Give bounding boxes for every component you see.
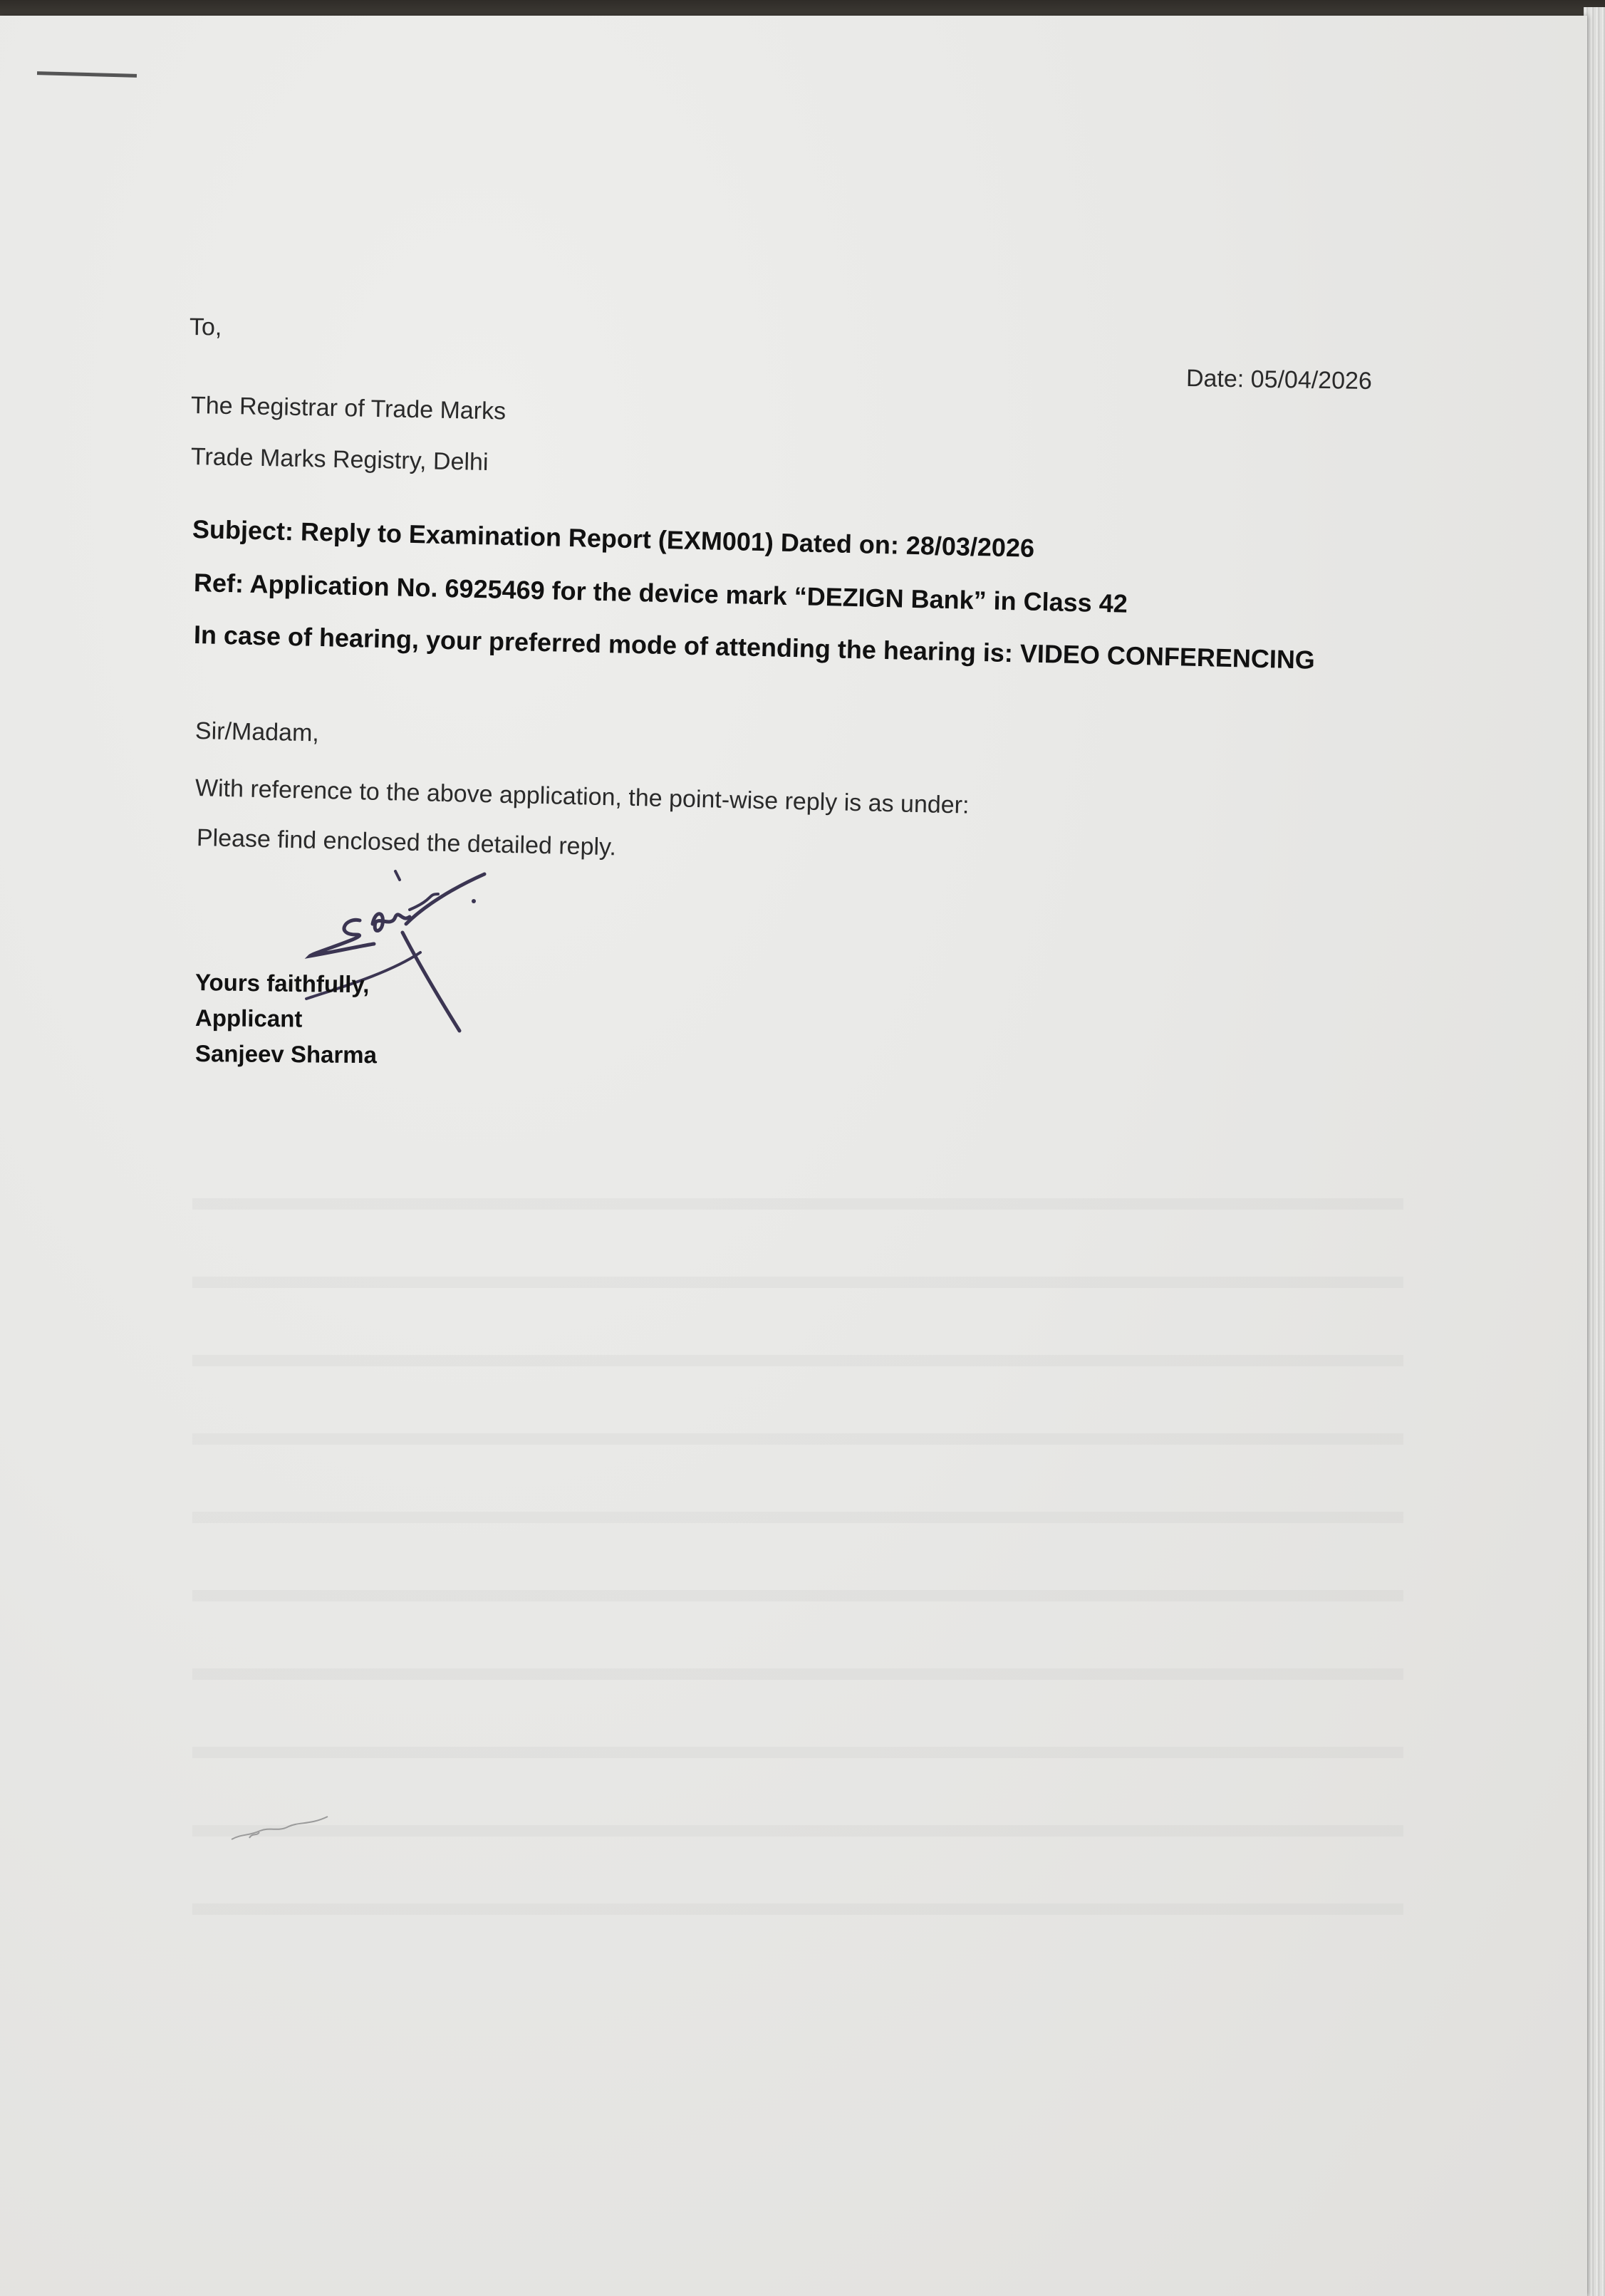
document-page [0, 16, 1587, 2296]
salutation-to: To, [189, 313, 222, 341]
pencil-scribble [228, 1797, 342, 1846]
signatory-role: Applicant [194, 1004, 303, 1032]
letter-date: Date: 05/04/2026 [1185, 365, 1373, 395]
body-line-1: With reference to the above application, the point-wise reply is as under: [194, 774, 970, 819]
body-line-2: Please find enclosed the detailed reply. [196, 824, 617, 861]
handwritten-signature [296, 867, 502, 1038]
closing: Yours faithfully, [194, 969, 370, 998]
hearing-mode-line: In case of hearing, your preferred mode of attending the hearing is: VIDEO CONFERENCING [193, 620, 1316, 675]
bleed-through-text [192, 1170, 1403, 1953]
recipient-line-1: The Registrar of Trade Marks [190, 392, 507, 425]
greeting: Sir/Madam, [194, 717, 320, 747]
recipient-line-2: Trade Marks Registry, Delhi [190, 443, 489, 477]
corner-mark [37, 71, 137, 78]
reference-line: Ref: Application No. 6925469 for the device mark “DEZIGN Bank” in Class 42 [193, 568, 1128, 618]
subject-line: Subject: Reply to Examination Report (EXM001) Dated on: 28/03/2026 [192, 514, 1035, 563]
signatory-name: Sanjeev Sharma [194, 1040, 378, 1069]
